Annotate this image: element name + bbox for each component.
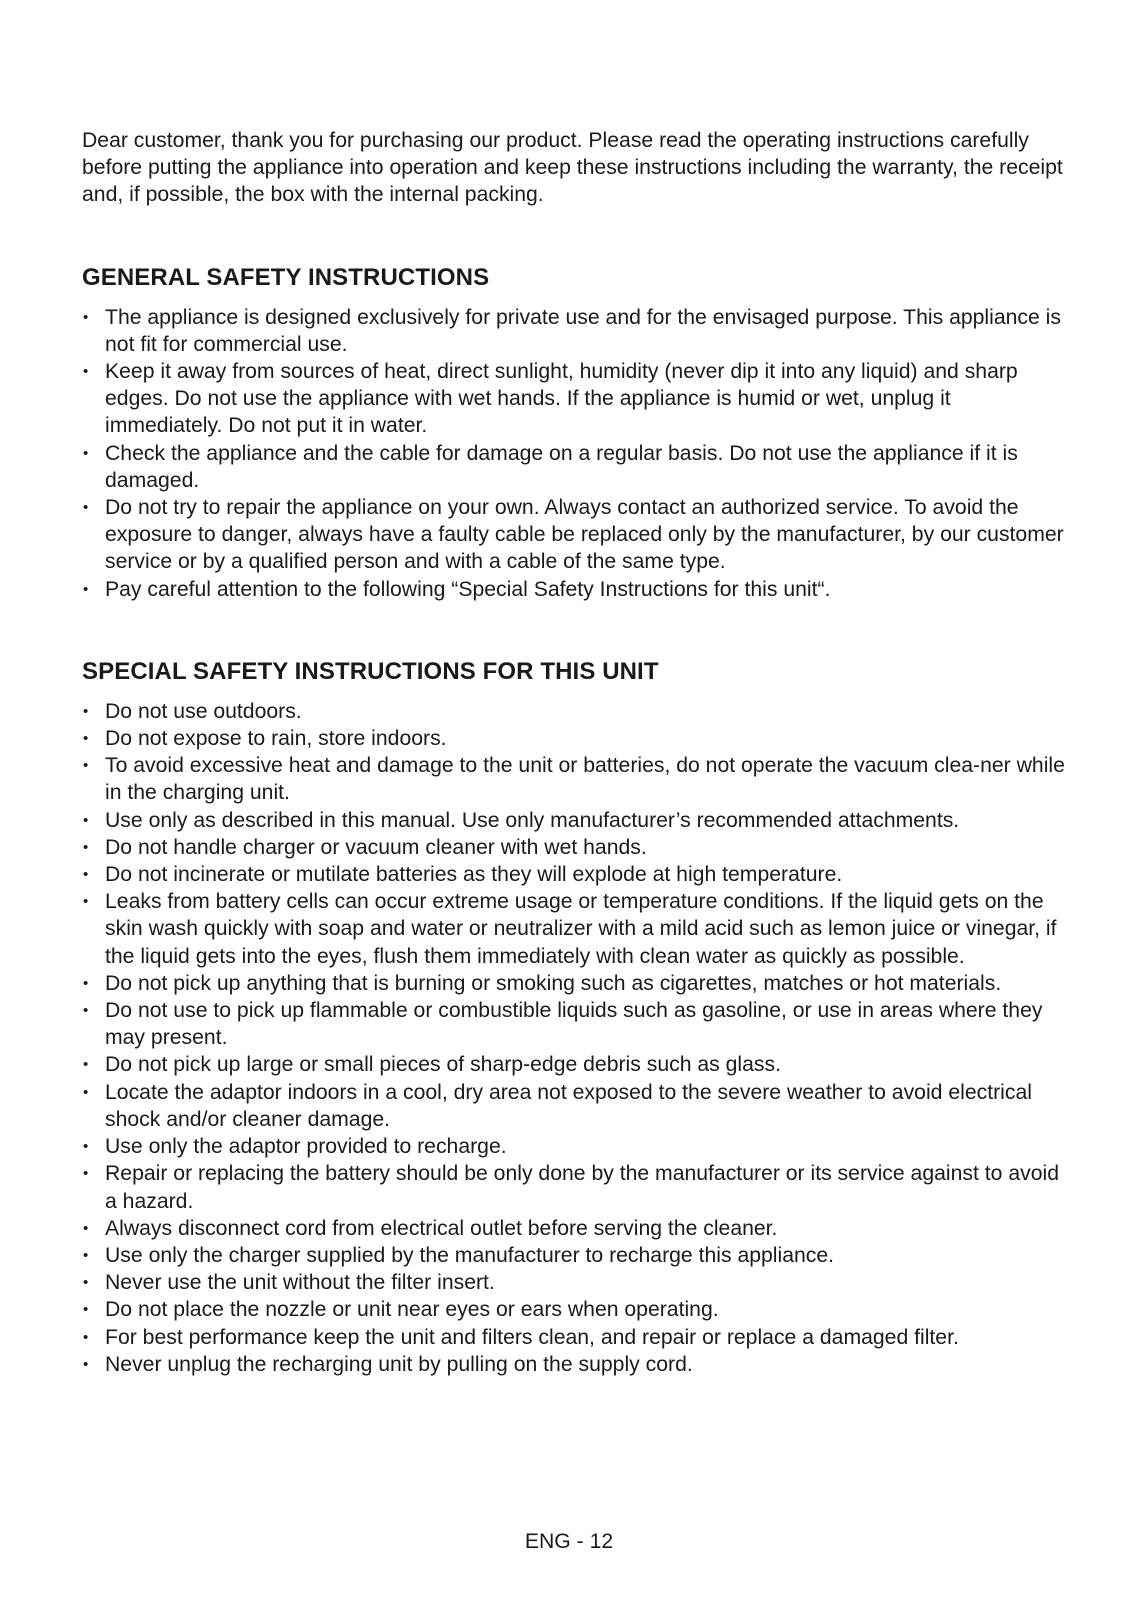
list-item: • Use only the charger supplied by the manufacturer to recharge this appliance. xyxy=(82,1242,1067,1269)
list-item: • Use only as described in this manual. Use only manufacturer’s recommended attachments. xyxy=(82,807,1067,834)
list-item: • Do not expose to rain, store indoors. xyxy=(82,725,1067,752)
list-item: • Check the appliance and the cable for damage on a regular basis. Do not use the appliance if it is damaged. xyxy=(82,440,1067,494)
list-item: • Do not use to pick up flammable or combustible liquids such as gasoline, or use in areas where they may present. xyxy=(82,997,1067,1051)
list-item: • To avoid excessive heat and damage to the unit or batteries, do not operate the vacuum clea-ner while in the charging unit. xyxy=(82,752,1067,806)
list-item: • Do not place the nozzle or unit near eyes or ears when operating. xyxy=(82,1296,1067,1323)
general-safety-heading: GENERAL SAFETY INSTRUCTIONS xyxy=(82,263,490,291)
list-item: • Do not incinerate or mutilate batteries as they will explode at high temperature. xyxy=(82,861,1067,888)
general-safety-list xyxy=(82,304,1067,603)
list-item: • Do not try to repair the appliance on your own. Always contact an authorized service. To avoid the exposure to danger, always have a faulty cable be replaced only by the manufacturer, by our customer service or by a qualified person and with a cable of the same type. xyxy=(82,494,1067,576)
document-page xyxy=(82,127,1067,1378)
list-item: • Do not use outdoors. xyxy=(82,698,1067,725)
list-item: • Do not pick up large or small pieces of sharp-edge debris such as glass. xyxy=(82,1051,1067,1078)
list-item: • Keep it away from sources of heat, direct sunlight, humidity (never dip it into any liquid) and sharp edges. Do not use the appliance with wet hands. If the appliance is humid or wet, unplug it immediately. Do not put it in water. xyxy=(82,358,1067,440)
intro-paragraph: Dear customer, thank you for purchasing our product. Please read the operating instructions carefully before putting the appliance into operation and keep these instructions including the warranty, the receipt and, if possible, the box with the internal packing. xyxy=(82,129,1063,207)
list-item: • Use only the adaptor provided to recharge. xyxy=(82,1133,1067,1160)
list-item: • Leaks from battery cells can occur extreme usage or temperature conditions. If the liquid gets on the skin wash quickly with soap and water or neutralizer with a mild acid such as lemon juice or vinegar, if the liquid gets into the eyes, flush them immediately with clean water as quickly as possible. xyxy=(82,888,1067,970)
page-number: ENG - 12 xyxy=(524,1530,614,1553)
list-item: • Never use the unit without the filter insert. xyxy=(82,1269,1067,1296)
special-safety-heading: SPECIAL SAFETY INSTRUCTIONS FOR THIS UNIT xyxy=(82,657,659,685)
list-item: • Repair or replacing the battery should be only done by the manufacturer or its service against to avoid a hazard. xyxy=(82,1160,1067,1214)
list-item: • For best performance keep the unit and filters clean, and repair or replace a damaged filter. xyxy=(82,1324,1067,1351)
special-safety-list xyxy=(82,698,1067,1378)
list-item: • Locate the adaptor indoors in a cool, dry area not exposed to the severe weather to avoid electrical shock and/or cleaner damage. xyxy=(82,1079,1067,1133)
list-item: • Pay careful attention to the following “Special Safety Instructions for this unit“. xyxy=(82,576,1067,603)
list-item: • The appliance is designed exclusively for private use and for the envisaged purpose. This appliance is not fit for commercial use. xyxy=(82,304,1067,358)
list-item: • Do not handle charger or vacuum cleaner with wet hands. xyxy=(82,834,1067,861)
list-item: • Do not pick up anything that is burning or smoking such as cigarettes, matches or hot materials. xyxy=(82,970,1067,997)
list-item: • Always disconnect cord from electrical outlet before serving the cleaner. xyxy=(82,1215,1067,1242)
list-item: • Never unplug the recharging unit by pulling on the supply cord. xyxy=(82,1351,1067,1378)
